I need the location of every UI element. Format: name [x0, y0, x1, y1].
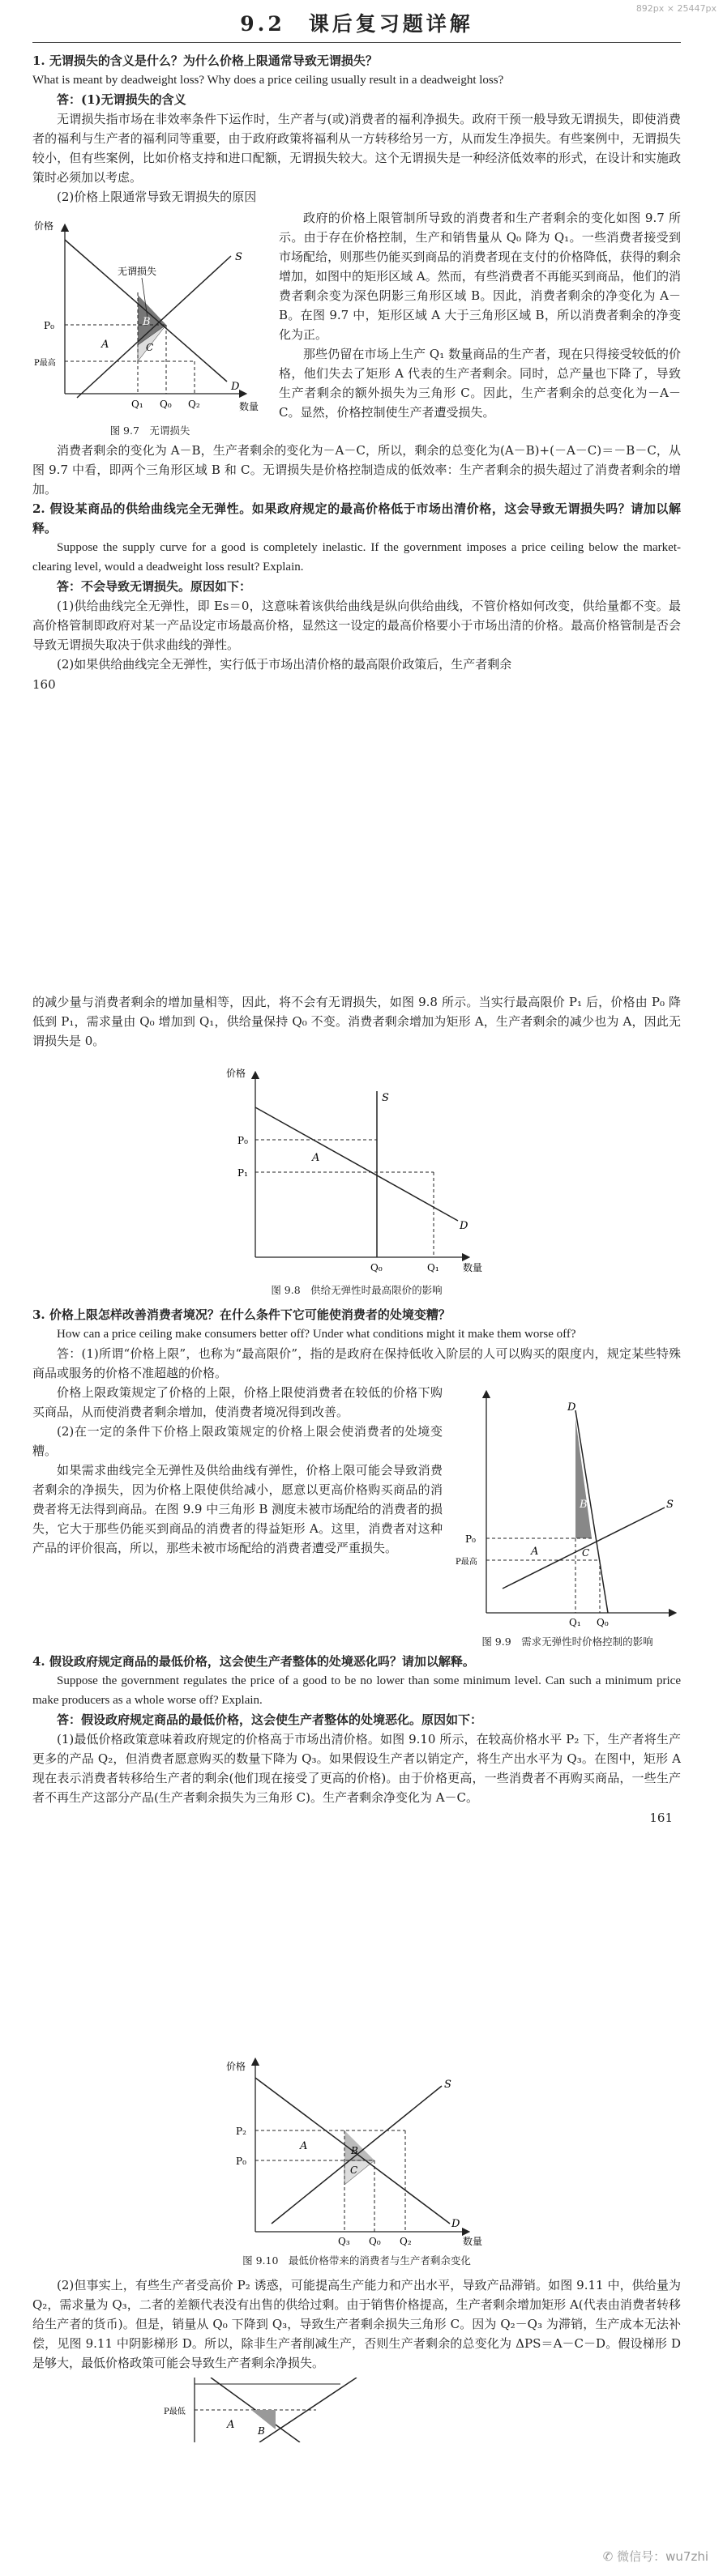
fig10-p0: P₀	[236, 2156, 246, 2167]
fig7-x-label: 数量	[239, 401, 259, 412]
triangle-b	[575, 1418, 592, 1538]
question-2-cn: 2. 假设某商品的供给曲线完全无弹性。如果政府规定的最高价格低于市场出清价格，这会导致无谓损失吗？请加以解释。	[32, 501, 681, 535]
answer-3-paragraph-4: 如果需求曲线完全无弹性及供给曲线有弹性，价格上限可能会导致消费者剩余的净损失，因为价格上限使供给减小，愿意以更高价格购买商品的消费者将无法得到商品。在图 9.9 中三角形 B 测度未被市场配给的消费者的损失，它大于那些仍能买到商品的消费者的得益矩形 A。这里，消费者对这种产品的评价很高，所以，那些未被市场配给的消费者遭受严重损失。	[32, 1463, 443, 1555]
answer-2-paragraph-2: (2)如果供给曲线完全无弹性，实行低于市场出清价格的最高限价政策后，生产者剩余	[57, 657, 512, 672]
page-number-161: 161	[649, 1810, 673, 1825]
answer-1-paragraph-3: 消费者剩余的变化为 A－B，生产者剩余的变化为－A－C，所以，剩余的总变化为(A－B)+(－A－C)＝－B－C，从图 9.7 中看，即两个三角形区域 B 和 C。无谓损失是价格控制造成的低效率：生产者剩余的损失超过了消费者剩余的增加。	[32, 443, 681, 497]
answer-1-figure-block	[32, 207, 681, 441]
figure-9-9	[454, 1386, 681, 1648]
fig11-a: A	[227, 2419, 235, 2431]
answer-3-figure-block	[32, 1383, 681, 1652]
fig7-c: C	[146, 342, 154, 353]
fig10-b: B	[351, 2145, 358, 2156]
fig7-q0: Q₀	[160, 399, 172, 410]
page-160	[0, 8, 723, 692]
fig7-y-label: 价格	[34, 220, 54, 232]
question-2-en: Suppose the supply curve for a good is completely inelastic. If the government imposes a price ceiling below the market-clearing level, would a deadweight loss result? Explain.	[32, 541, 681, 574]
fig10-x-label: 数量	[463, 2236, 483, 2247]
answer-1-paragraph-1: 无谓损失指市场在非效率条件下运作时，生产者与(或)消费者的福利净损失。政府干预一般导致无谓损失，即使消费者的福利与生产者的福利同等重要，由于政府政策将福利从一方转移给另一方，从而发生净损失。有些案例中，无谓损失较小，但有些案例，比如价格支持和进口配额，无谓损失较大。这个无谓损失是一种经济低效率的形式，在设计和实施政策时必须加以考虑。	[32, 112, 681, 185]
fig9-a: A	[531, 1546, 539, 1558]
demand-curve	[255, 1107, 458, 1221]
answer-3-paragraph-2: 价格上限政策规定了价格的上限，价格上限使消费者在较低的价格下购买商品，从而使消费者剩余增加，使消费者境况得到改善。	[32, 1385, 443, 1419]
question-4-en: Suppose the government regulates the price of a good to be no lower than some minimum level. Can such a minimum price make producers as a whole worse off? Explain.	[32, 1674, 681, 1707]
fig10-y-label: 价格	[226, 2061, 246, 2072]
fig10-c: C	[350, 2164, 358, 2176]
demand-curve	[65, 240, 227, 382]
answer-4-paragraph-2: (2)但事实上，有些生产者受高价 P₂ 诱惑，可能提高生产能力和产出水平，导致产品滞销。如图 9.11 中，供给量为 Q₂，需求量为 Q₃，二者的差额代表没有出售的供给过剩。由于销售价格提高，生产者剩余增加矩形 A(代表由消费者转移给生产者的货币)。但是，销量从 Q₀ 下降到 Q₃，导致生产者剩余损失三角形 C。因为 Q₂－Q₃ 为滞销，生产成本无法补偿，见图 9.11 中阴影梯形 D。所以，除非生产者削减生产，否则生产者剩余的总变化为 ΔPS＝A－C－D。假设梯形 D 是够大，最低价格政策可能会导致生产者剩余净损失。	[32, 2278, 681, 2370]
fig8-a: A	[312, 1152, 320, 1164]
fig10-q3: Q₃	[338, 2236, 350, 2247]
dimensions-label: 892px × 25447px	[635, 3, 717, 14]
fig9-d: D	[567, 1401, 576, 1414]
fig10-q2: Q₂	[400, 2236, 412, 2247]
figure-9-11-graph	[162, 2378, 373, 2442]
page-161	[0, 992, 723, 1825]
answer-4-paragraph-1: (1)最低价格政策意味着政府规定的价格高于市场出清价格。如图 9.10 所示，在较高价格水平 P₂ 下，生产者将生产更多的产品 Q₂，但消费者愿意购买的数量下降为 Q₃。如果假设生产者以销定产，将生产出水平为 Q₃。在图中，矩形 A 现在表示消费者转移给生产者的剩余(他们现在接受了更高的价格)。由于价格更高，一些消费者不再购买商品，一些生产者不再生产这部分产品(生产者剩余损失为三角形 C)。生产者剩余净变化为 A－C。	[32, 1732, 681, 1805]
answer-3-paragraph-3: (2)在一定的条件下价格上限政策规定的价格上限会使消费者的处境变糟。	[32, 1424, 443, 1458]
page-number-160: 160	[32, 677, 56, 692]
fig8-q0: Q₀	[370, 1262, 383, 1273]
answer-3-paragraph-1: 答：(1)所谓“价格上限”，也称为“最高限价”，指的是政府在保持低收入阶层的人可以购买的限度内，规定某些特殊商品或服务的价格不准超越的价格。	[32, 1346, 681, 1380]
fig7-q2: Q₂	[188, 399, 200, 410]
fig9-p0: P₀	[465, 1533, 476, 1545]
fig8-d: D	[460, 1220, 468, 1232]
fig10-q0: Q₀	[369, 2236, 381, 2247]
fig7-pmax: P最高	[34, 359, 56, 368]
fig10-p2: P₂	[236, 2126, 246, 2137]
answer-2-paragraph-1: (1)供给曲线完全无弹性，即 Es＝0，这意味着该供给曲线是纵向供给曲线，不管价格如何改变，供给量都不变。最高价格管制即政府对某一产品设定市场最高价格，显然这一设定的最高价格要小于市场出清的价格。最高价格管制是否会导致无谓损失取决于供求曲线的弹性。	[32, 599, 681, 652]
fig9-b: B	[580, 1499, 588, 1511]
watermark-text: 微信号：wu7zhi	[617, 2549, 708, 2564]
section-title: 9.2 课后复习题详解	[240, 12, 473, 36]
fig9-s: S	[666, 1499, 674, 1511]
fig7-b: B	[143, 316, 151, 328]
fig7-dwl-label: 无谓损失	[118, 266, 157, 277]
figure-9-9-caption: 图 9.9 需求无弹性时价格控制的影响	[481, 1636, 653, 1648]
question-1-en: What is meant by deadweight loss? Why does a price ceiling usually result in a deadweight loss?	[32, 74, 504, 87]
answer-1-heading-1: 答：(1)无谓损失的含义	[57, 92, 186, 107]
fig8-q1: Q₁	[427, 1262, 439, 1273]
answer-1-paragraph-2a: 政府的价格上限管制所导致的消费者和生产者剩余的变化如图 9.7 所示。由于存在价格控制，生产和销售量从 Q₀ 降为 Q₁。一些消费者接受到市场配给，则那些仍能买到商品的消费者现在支付的价格降低，获得的剩余增加，如图中的矩形区域 A。然而，有些消费者不再能买到商品，他们的消费者剩余变为深色阴影三角形区域 B。因此，消费者剩余的净变化为 A－B。在图 9.7 中，矩形区域 A 大于三角形区域 B，所以消费者剩余的净变化为正。	[279, 211, 681, 342]
figure-9-7-caption: 图 9.7 无谓损失	[109, 424, 190, 437]
wechat-icon: ✆	[602, 2549, 618, 2564]
title-divider	[32, 42, 681, 43]
fig7-d: D	[231, 381, 240, 393]
question-3-cn: 3. 价格上限怎样改善消费者境况？在什么条件下它可能使消费者的处境变糟？	[32, 1307, 451, 1322]
fig11-pmin: P最低	[164, 2408, 186, 2416]
fig7-s: S	[235, 251, 242, 263]
figure-9-7-graph	[32, 211, 267, 418]
fig11-b: B	[258, 2425, 265, 2437]
question-4-cn: 4. 假设政府规定商品的最低价格，这会使生产者整体的处境恶化吗？请加以解释。	[32, 1654, 475, 1669]
figure-9-8-graph	[223, 1059, 490, 1277]
answer-2-heading: 答：不会导致无谓损失。原因如下：	[57, 579, 252, 594]
answer-1-paragraph-2b: 那些仍留在市场上生产 Q₁ 数量商品的生产者，现在只得接受较低的价格，他们失去了矩形 A 代表的生产者剩余。同时，总产量也下降了，导致生产者剩余的额外损失为三角形 C。因此，生产者剩余的总变化为－A－C。显然，价格控制使生产者遭受损失。	[279, 347, 681, 420]
fig8-p1: P₁	[237, 1167, 248, 1179]
fig9-pmax: P最高	[456, 1558, 477, 1567]
question-1-cn: 1. 无谓损失的含义是什么？为什么价格上限通常导致无谓损失？	[32, 53, 378, 68]
page-162	[0, 2054, 723, 2446]
fig10-a: A	[300, 2140, 308, 2152]
fig7-p0: P₀	[44, 320, 54, 331]
figure-9-10	[32, 2054, 681, 2267]
answer-4-heading: 答：假设政府规定商品的最低价格，这会使生产者整体的处境恶化。原因如下：	[57, 1712, 483, 1727]
fig9-q1: Q₁	[569, 1617, 581, 1628]
figure-9-8	[32, 1059, 681, 1297]
supply-curve	[77, 256, 231, 398]
figure-9-10-caption: 图 9.10 最低价格带来的消费者与生产者剩余变化	[242, 2254, 471, 2267]
wechat-watermark	[603, 2548, 708, 2565]
figure-9-11-partial	[162, 2378, 681, 2446]
answer-2-continued: 的减少量与消费者剩余的增加量相等，因此，将不会有无谓损失，如图 9.8 所示。当实行最高限价 P₁ 后，价格由 P₀ 降低到 P₁，需求量由 Q₀ 增加到 Q₁，供给量保持 Q₀ 不变。消费者剩余增加为矩形 A，生产者剩余的减少也为 A，因此无谓损失是 0。	[32, 995, 681, 1048]
fig7-q1: Q₁	[131, 399, 143, 410]
fig8-s: S	[382, 1092, 389, 1104]
figure-9-10-graph	[223, 2054, 490, 2248]
figure-9-7	[32, 211, 267, 437]
fig9-c: C	[582, 1547, 590, 1559]
answer-1-heading-2: (2)价格上限通常导致无谓损失的原因	[57, 190, 257, 204]
question-3-en: How can a price ceiling make consumers better off? Under what conditions might it make them worse off?	[57, 1328, 576, 1341]
fig7-a: A	[101, 339, 109, 351]
fig10-d: D	[451, 2218, 460, 2230]
fig9-q0: Q₀	[597, 1617, 609, 1628]
figure-9-9-graph	[454, 1386, 681, 1629]
fig8-y-label: 价格	[226, 1068, 246, 1079]
figure-9-8-caption: 图 9.8 供给无弹性时最高限价的影响	[271, 1284, 443, 1296]
fig8-x-label: 数量	[463, 1262, 483, 1273]
fig10-s: S	[444, 2079, 451, 2091]
fig8-p0: P₀	[237, 1135, 248, 1146]
